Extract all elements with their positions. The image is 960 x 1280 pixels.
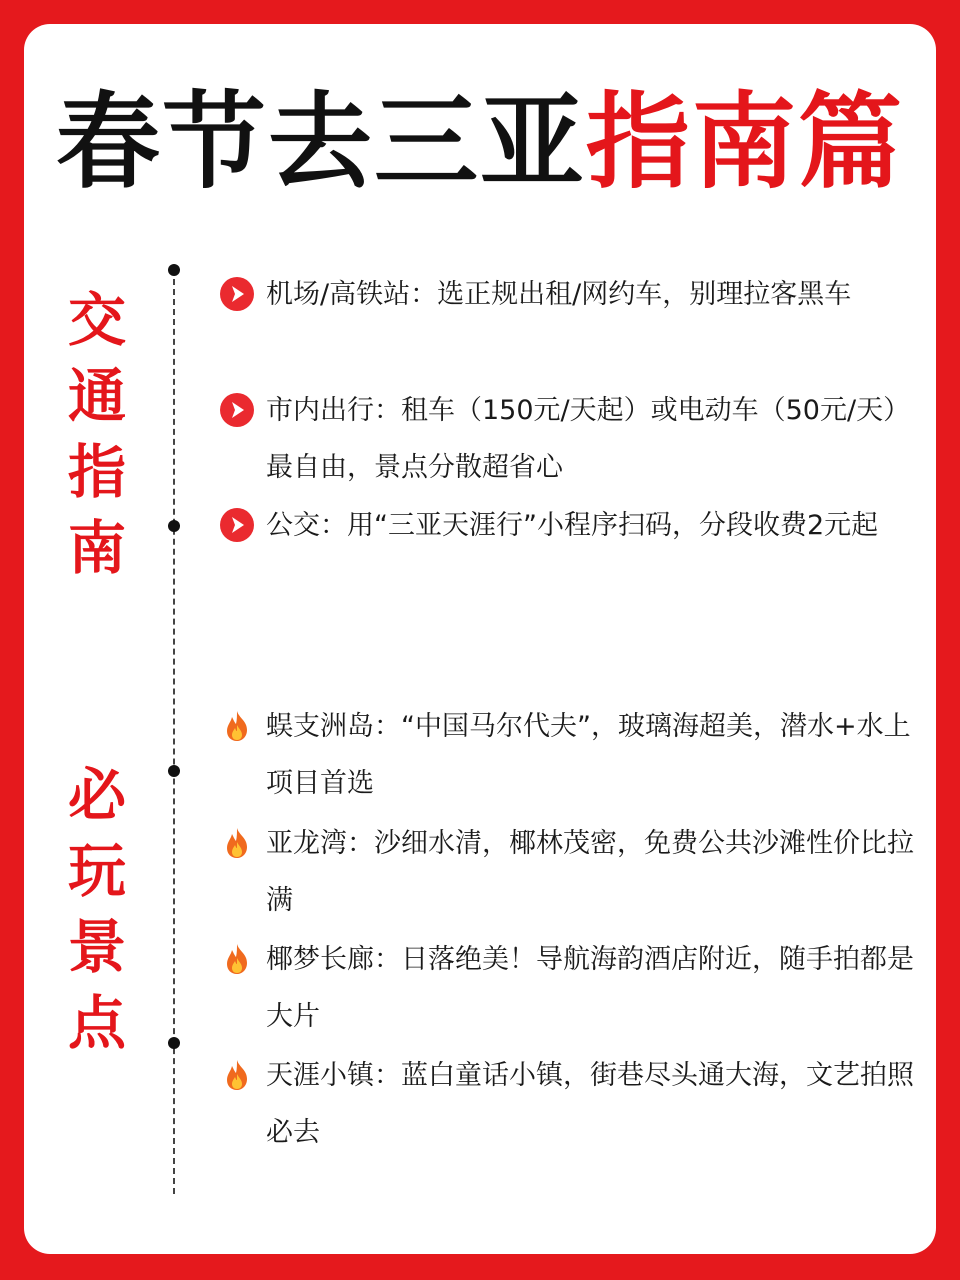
fire-icon: [220, 709, 254, 743]
list-item-transport-2: [220, 382, 920, 496]
list-item-transport-1: [220, 266, 920, 323]
list-item-attraction-4: [220, 1047, 920, 1161]
fire-icon: [220, 826, 254, 860]
list-item-text: 机场/高铁站：选正规出租/网约车，别理拉客黑车: [266, 279, 852, 310]
list-item-transport-3: [220, 497, 920, 554]
timeline-dot: [168, 264, 180, 276]
page-title: [24, 82, 936, 202]
arrow-right-circle-icon: [220, 277, 254, 311]
list-item-text: 蜈支洲岛：“中国马尔代夫”，玻璃海超美，潜水+水上项目首选: [266, 711, 911, 799]
list-item-text: 市内出行：租车（150元/天起）或电动车（50元/天）最自由，景点分散超省心: [266, 395, 911, 483]
timeline-dot: [168, 520, 180, 532]
list-item-attraction-3: [220, 931, 920, 1045]
fire-icon: [220, 942, 254, 976]
timeline-dot: [168, 765, 180, 777]
fire-icon: [220, 1058, 254, 1092]
timeline-dashed-line: [173, 269, 175, 1194]
list-item-attraction-1: [220, 698, 920, 812]
list-item-attraction-2: [220, 815, 920, 929]
timeline-dot: [168, 1037, 180, 1049]
section-label-attractions: 必玩景点: [67, 761, 126, 1057]
list-item-text: 公交：用“三亚天涯行”小程序扫码，分段收费2元起: [266, 510, 879, 541]
list-item-text: 椰梦长廊：日落绝美！导航海韵酒店附近，随手拍都是大片: [266, 944, 914, 1032]
arrow-right-circle-icon: [220, 393, 254, 427]
list-item-text: 亚龙湾：沙细水清，椰林茂密，免费公共沙滩性价比拉满: [266, 828, 914, 916]
title-red-part: 指南篇: [586, 81, 905, 203]
content-card: [24, 24, 936, 1254]
title-black-part: 春节去三亚: [55, 81, 586, 203]
list-item-text: 天涯小镇：蓝白童话小镇，街巷尽头通大海，文艺拍照必去: [266, 1060, 914, 1148]
arrow-right-circle-icon: [220, 508, 254, 542]
section-label-transport: 交通指南: [67, 286, 126, 582]
